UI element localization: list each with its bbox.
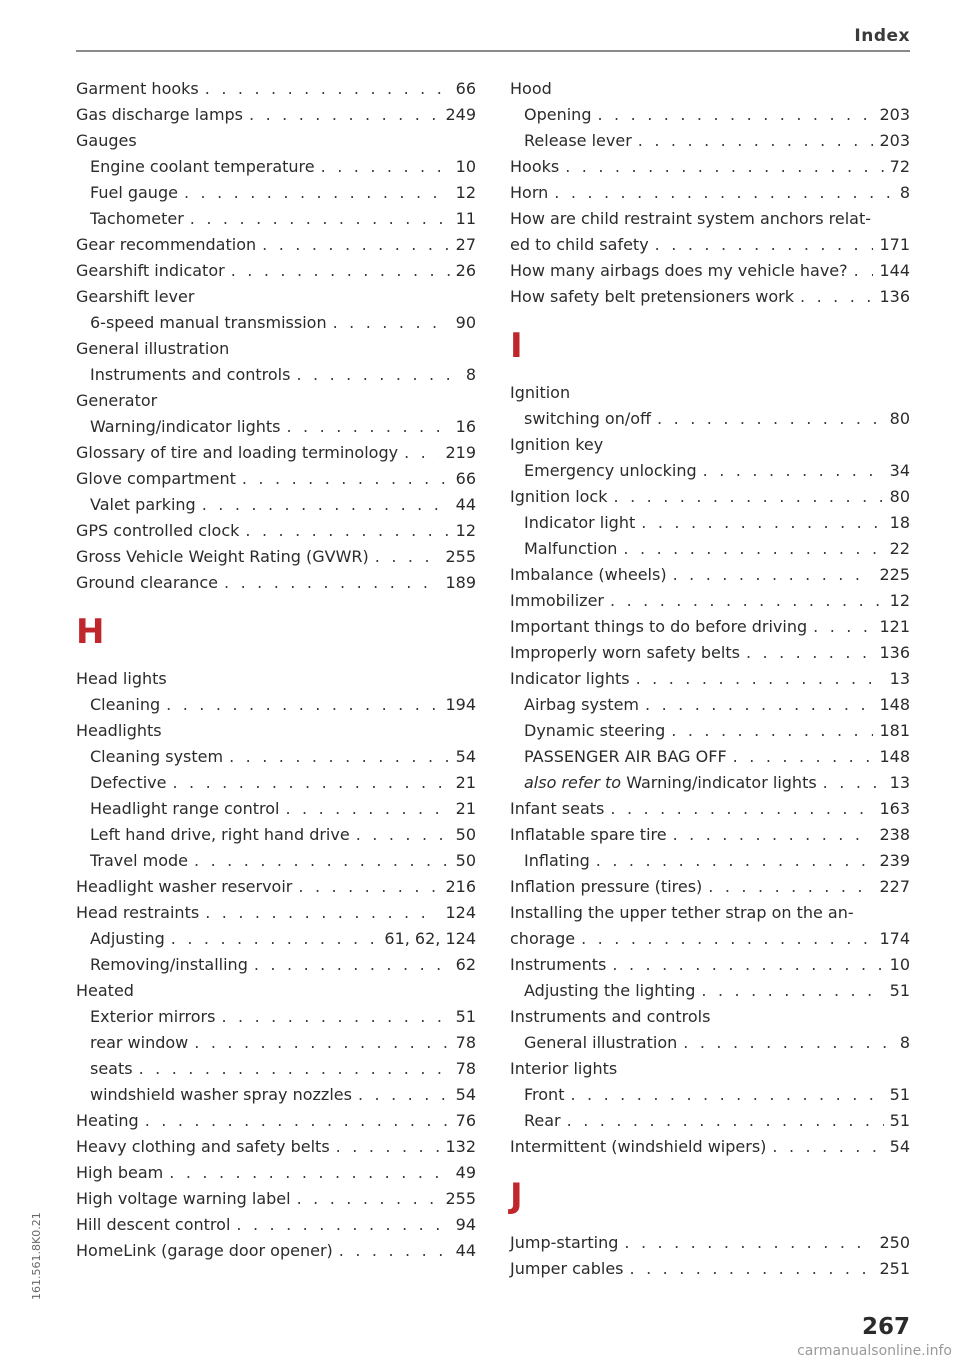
index-entry: Heavy clothing and safety belts . . . 132: [76, 1134, 476, 1160]
index-entry: Improperly worn safety belts . . . 136: [510, 640, 910, 666]
index-subentry: Warning/indicator lights . . . 16: [76, 414, 476, 440]
index-subentry: Opening . . . 203: [510, 102, 910, 128]
index-entry: Inflation pressure (tires) . . . 227: [510, 874, 910, 900]
index-subentry: Adjusting the lighting . . . 51: [510, 978, 910, 1004]
index-subentry: Adjusting . . . 61, 62, 124: [76, 926, 476, 952]
index-entry: Indicator lights . . . 13: [510, 666, 910, 692]
index-heading: Head lights: [76, 669, 167, 688]
index-entry: chorage . . . 174: [510, 926, 910, 952]
watermark: carmanualsonline.info: [797, 1343, 952, 1359]
index-subentry: windshield washer spray nozzles . . . 54: [76, 1082, 476, 1108]
index-subentry: Instruments and controls . . . 8: [76, 362, 476, 388]
index-heading: Heated: [76, 981, 134, 1000]
index-column-right: [510, 76, 910, 1282]
index-subentry: Inflating . . . 239: [510, 848, 910, 874]
index-subentry: switching on/off . . . 80: [510, 406, 910, 432]
index-subentry: Release lever . . . 203: [510, 128, 910, 154]
index-entry: ed to child safety . . . 171: [510, 232, 910, 258]
index-subentry: Rear . . . 51: [510, 1108, 910, 1134]
index-subentry: Cleaning . . . 194: [76, 692, 476, 718]
index-subentry: Defective . . . 21: [76, 770, 476, 796]
index-heading: Ignition key: [510, 435, 604, 454]
section-letter-h: H: [76, 612, 105, 652]
index-subentry: Exterior mirrors . . . 51: [76, 1004, 476, 1030]
index-entry: Garment hooks . . . 66: [76, 76, 476, 102]
index-entry: Heating . . . 76: [76, 1108, 476, 1134]
index-subentry: Headlight range control . . . 21: [76, 796, 476, 822]
index-entry: Hooks . . . 72: [510, 154, 910, 180]
index-entry: Gross Vehicle Weight Rating (GVWR) . . . 255: [76, 544, 476, 570]
page-number: 267: [861, 1314, 910, 1340]
index-entry: Gear recommendation . . . 27: [76, 232, 476, 258]
index-subentry: Emergency unlocking . . . 34: [510, 458, 910, 484]
index-subentry: Malfunction . . . 22: [510, 536, 910, 562]
index-heading: Generator: [76, 391, 158, 410]
index-entry: Inflatable spare tire . . . 238: [510, 822, 910, 848]
index-subentry: PASSENGER AIR BAG OFF . . . 148: [510, 744, 910, 770]
index-entry: Instruments . . . 10: [510, 952, 910, 978]
index-entry: How many airbags does my vehicle have? . . . 144: [510, 258, 910, 284]
index-heading: Interior lights: [510, 1059, 618, 1078]
index-entry: Head restraints . . . 124: [76, 900, 476, 926]
index-entry: Gas discharge lamps . . . 249: [76, 102, 476, 128]
index-entry: Hill descent control . . . 94: [76, 1212, 476, 1238]
index-subentry: Left hand drive, right hand drive . . . 50: [76, 822, 476, 848]
index-subentry: Indicator light . . . 18: [510, 510, 910, 536]
index-entry: Gearshift indicator . . . 26: [76, 258, 476, 284]
index-entry: Glove compartment . . . 66: [76, 466, 476, 492]
index-entry: GPS controlled clock . . . 12: [76, 518, 476, 544]
index-entry: HomeLink (garage door opener) . . . 44: [76, 1238, 476, 1264]
index-heading: Ignition: [510, 383, 571, 402]
section-letter-i: I: [510, 326, 523, 366]
index-subentry: Removing/installing . . . 62: [76, 952, 476, 978]
section-letter-j: J: [510, 1176, 523, 1216]
index-cross-reference: also refer to Warning/indicator lights . . . 13: [510, 770, 910, 796]
index-subentry: 6-speed manual transmission . . . 90: [76, 310, 476, 336]
index-heading: Gauges: [76, 131, 137, 150]
index-subentry: seats . . . 78: [76, 1056, 476, 1082]
index-subentry: Engine coolant temperature . . . 10: [76, 154, 476, 180]
index-subentry: General illustration . . . 8: [510, 1030, 910, 1056]
index-heading: Instruments and controls: [510, 1007, 711, 1026]
index-subentry: Airbag system . . . 148: [510, 692, 910, 718]
index-subentry: Travel mode . . . 50: [76, 848, 476, 874]
index-heading: Headlights: [76, 721, 162, 740]
index-entry: High beam . . . 49: [76, 1160, 476, 1186]
index-subentry: Valet parking . . . 44: [76, 492, 476, 518]
index-subentry: Tachometer . . . 11: [76, 206, 476, 232]
document-code: 161.561.8K0.21: [30, 1212, 43, 1300]
index-entry: Intermittent (windshield wipers) . . . 54: [510, 1134, 910, 1160]
index-entry: Ignition lock . . . 80: [510, 484, 910, 510]
index-heading: Hood: [510, 79, 552, 98]
header-divider: [76, 50, 910, 52]
index-subentry: rear window . . . 78: [76, 1030, 476, 1056]
index-subentry: Cleaning system . . . 54: [76, 744, 476, 770]
index-subentry: Fuel gauge . . . 12: [76, 180, 476, 206]
index-entry: How safety belt pretensioners work . . . 136: [510, 284, 910, 310]
index-entry: Jump-starting . . . 250: [510, 1230, 910, 1256]
index-entry: Important things to do before driving . . . 121: [510, 614, 910, 640]
page-header-title: Index: [854, 26, 910, 46]
index-entry: Jumper cables . . . 251: [510, 1256, 910, 1282]
index-heading: Gearshift lever: [76, 287, 195, 306]
index-subentry: Dynamic steering . . . 181: [510, 718, 910, 744]
index-entry: Infant seats . . . 163: [510, 796, 910, 822]
index-heading: General illustration: [76, 339, 230, 358]
index-entry: Immobilizer . . . 12: [510, 588, 910, 614]
index-entry: Horn . . . 8: [510, 180, 910, 206]
index-entry: Headlight washer reservoir . . . 216: [76, 874, 476, 900]
index-entry: Glossary of tire and loading terminology . . . 219: [76, 440, 476, 466]
index-entry: High voltage warning label . . . 255: [76, 1186, 476, 1212]
index-entry: Ground clearance . . . 189: [76, 570, 476, 596]
index-column-left: [76, 76, 476, 1264]
index-entry-wrapped-line: How are child restraint system anchors relat-: [510, 209, 871, 228]
index-subentry: Front . . . 51: [510, 1082, 910, 1108]
index-entry-wrapped-line: Installing the upper tether strap on the an-: [510, 903, 854, 922]
index-entry: Imbalance (wheels) . . . 225: [510, 562, 910, 588]
